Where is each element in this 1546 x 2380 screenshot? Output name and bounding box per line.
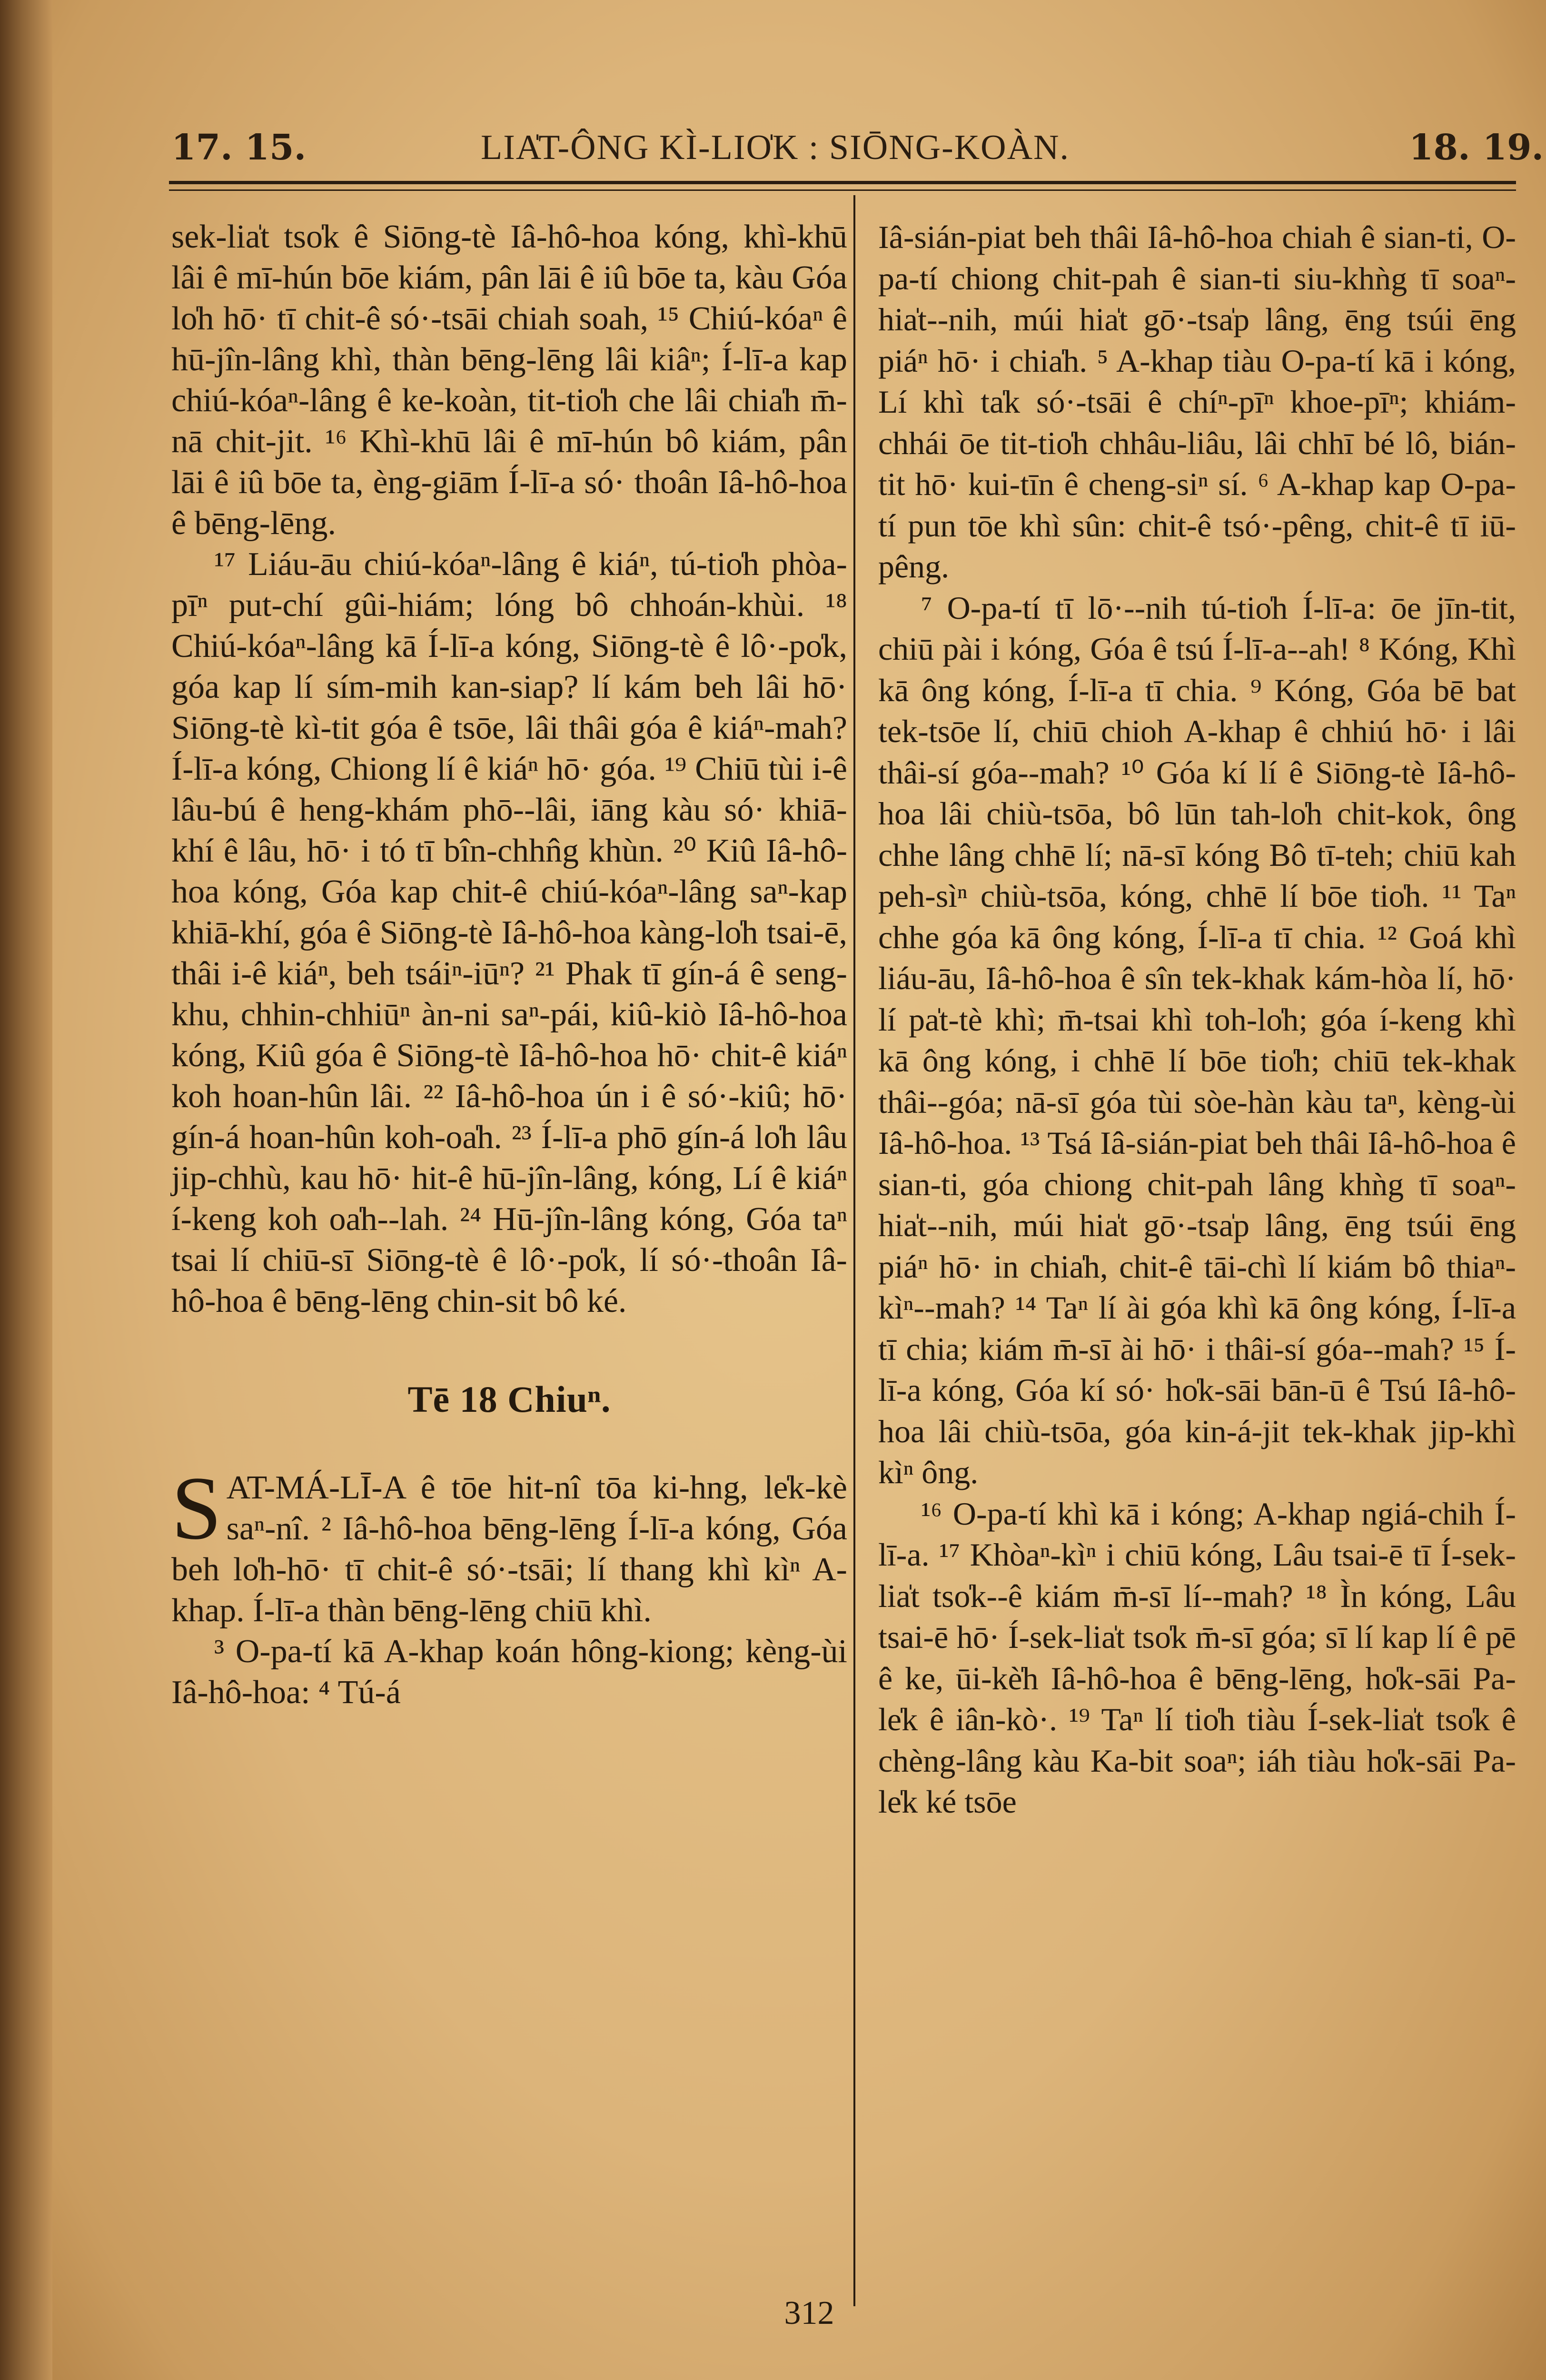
book-spine-shadow: [0, 0, 52, 2380]
header-book-title: LIA̍T-ÔNG KÌ-LIO̍K : SIŌNG-KOÀN.: [481, 128, 1070, 167]
paragraph: sek-lia̍t tso̍k ê Siōng-tè Iâ-hô-hoa kóng, khì-khū lâi ê mī-hún bōe kiám, pân lāi ê iû bōe ta, kàu Góa lo̍h hō· tī chit-ê só·-tsāi chiah soah, ¹⁵ Chiú-kóaⁿ ê hū-jîn-lâng khì, thàn bēng-lēng lâi kiâⁿ; Í-lī-a kap chiú-kóaⁿ-lâng ê ke-koàn, tit-tio̍h che lâi chia̍h m̄-nā chit-jit. ¹⁶ Khì-khū lâi ê mī-hún bô kiám, pân lāi ê iû bōe ta, èng-giām Í-lī-a só· thoân Iâ-hô-hoa ê bēng-lēng.: [171, 218, 847, 542]
header-rule-thick: [169, 181, 1516, 184]
running-header: [0, 109, 1546, 176]
paragraph: ³ O-pa-tí kā A-khap koán hông-kiong; kèng-ùi Iâ-hô-hoa: ⁴ Tú-á: [171, 1633, 847, 1711]
header-verse-range-left: 17. 15.: [171, 127, 307, 168]
chapter-first-paragraph: SAT-MÁ-LĪ-A ê tōe hit-nî tōa ki-hng, le̍k-kè saⁿ-nî. ² Iâ-hô-hoa bēng-lēng Í-lī-a kóng, Góa beh lo̍h-hō· tī chit-ê só·-tsāi; lí thang khì kìⁿ A-khap. Í-lī-a thàn bēng-lēng chiū khì.: [171, 1458, 847, 1629]
paragraph: ¹⁶ O-pa-tí khì kā i kóng; A-khap ngiá-chih Í-lī-a. ¹⁷ Khòaⁿ-kìⁿ i chiū kóng, Lâu tsai-ē tī Í-sek-lia̍t tso̍k--ê kiám m̄-sī lí--mah? ¹⁸ Ìn kóng, Lâu tsai-ē hō· Í-sek-lia̍t tso̍k m̄-sī góa; sī lí kap lí ê pē ê ke, ūi-kè̍h Iâ-hô-hoa ê bēng-lēng, ho̍k-sāi Pa-le̍k ê iân-kò·. ¹⁹ Taⁿ lí tio̍h tiàu Í-sek-lia̍t tso̍k ê chèng-lâng kàu Ka-bit soaⁿ; iáh tiàu ho̍k-sāi Pa-le̍k ké tsōe: [878, 1495, 1516, 1820]
column-divider: [853, 195, 855, 2306]
chapter-heading: Tē 18 Chiuⁿ.: [407, 1378, 611, 1420]
paragraph: Iâ-sián-piat beh thâi Iâ-hô-hoa chiah ê sian-ti, O-pa-tí chiong chit-pah ê sian-ti siu-khǹg tī soaⁿ-hia̍t--nih, múi hia̍t gō·-tsa̍p lâng, ēng tsúi ēng piáⁿ hō· i chia̍h. ⁵ A-khap tiàu O-pa-tí kā i kóng, Lí khì ta̍k só·-tsāi ê chíⁿ-pīⁿ khoe-pīⁿ; khiám-chhái ōe tit-tio̍h chhâu-liâu, lâi chhī bé lô, bián-tit hō· kui-tīn ê cheng-siⁿ sí. ⁶ A-khap kap O-pa-tí pun tōe khì sûn: chit-ê tsó·-pêng, chit-ê tī iū-pêng.: [878, 219, 1516, 585]
left-column: [171, 217, 847, 1713]
paragraph: ¹⁷ Liáu-āu chiú-kóaⁿ-lâng ê kiáⁿ, tú-tio̍h phòa-pīⁿ put-chí gûi-hiám; lóng bô chhoán-khùi. ¹⁸ Chiú-kóaⁿ-lâng kā Í-lī-a kóng, Siōng-tè ê lô·-po̍k, góa kap lí sím-mih kan-siap? lí kám beh lâi hō· Siōng-tè kì-tit góa ê tsōe, lâi thâi góa ê kiáⁿ-mah? Í-lī-a kóng, Chiong lí ê kiáⁿ hō· góa. ¹⁹ Chiū tùi i-ê lâu-bú ê heng-khám phō--lâi, iāng kàu só· khiā-khí ê lâu, hō· i tó tī bîn-chhn̂g khùn. ²⁰ Kiû Iâ-hô-hoa kóng, Góa kap chit-ê chiú-kóaⁿ-lâng saⁿ-kap khiā-khí, góa ê Siōng-tè Iâ-hô-hoa kàng-lo̍h tsai-ē, thâi i-ê kiáⁿ, beh tsáiⁿ-iūⁿ? ²¹ Phak tī gín-á ê seng-khu, chhin-chhiūⁿ àn-ni saⁿ-pái, kiû-kiò Iâ-hô-hoa kóng, Kiû góa ê Siōng-tè Iâ-hô-hoa hō· chit-ê kiáⁿ koh hoan-hûn lâi. ²² Iâ-hô-hoa ún i ê só·-kiû; hō· gín-á hoan-hûn koh-oa̍h. ²³ Í-lī-a phō gín-á lo̍h lâu jip-chhù, kau hō· hit-ê hū-jîn-lâng, kóng, Lí ê kiáⁿ í-keng koh oa̍h--lah. ²⁴ Hū-jîn-lâng kóng, Góa taⁿ tsai lí chiū-sī Siōng-tè ê lô·-po̍k, lí só·-thoân Iâ-hô-hoa ê bēng-lēng chin-sit bô ké.: [171, 546, 847, 1319]
header-verse-range-right: 18. 19.: [1409, 127, 1544, 168]
paragraph: ⁷ O-pa-tí tī lō·--nih tú-tio̍h Í-lī-a: ōe jīn-tit, chiū pài i kóng, Góa ê tsú Í-lī-a--ah! ⁸ Kóng, Khì kā ông kóng, Í-lī-a tī chia. ⁹ Kóng, Góa bē bat tek-tsōe lí, chiū chioh A-khap ê chhiú hō· i lâi thâi-sí góa--mah? ¹⁰ Góa kí lí ê Siōng-tè Iâ-hô-hoa lâi chiù-tsōa, bô lūn tah-lo̍h chit-kok, ông chhe lâng chhē lí; nā-sī kóng Bô tī-teh; chiū kah peh-sìⁿ chiù-tsōa, kóng, chhē lí bōe tio̍h. ¹¹ Taⁿ chhe góa kā ông kóng, Í-lī-a tī chia. ¹² Goá khì liáu-āu, Iâ-hô-hoa ê sîn tek-khak kám-hòa lí, hō· lí pa̍t-tè khì; m̄-tsai khì toh-lo̍h; góa í-keng khì kā ông kóng, i chhē lí bōe tio̍h; chiū tek-khak thâi--góa; nā-sī góa tùi sòe-hàn kàu taⁿ, kèng-ùi Iâ-hô-hoa. ¹³ Tsá Iâ-sián-piat beh thâi Iâ-hô-hoa ê sian-ti, góa chiong chit-pah lâng khǹg tī soaⁿ-hia̍t--nih, múi hia̍t gō·-tsa̍p lâng, ēng tsúi ēng piáⁿ hō· in chia̍h, chit-ê tāi-chì lí kiám bô thiaⁿ-kìⁿ--mah? ¹⁴ Taⁿ lí ài góa khì kā ông kóng, Í-lī-a tī chia; kiám m̄-sī ài hō· i thâi-sí góa--mah? ¹⁵ Í-lī-a kóng, Góa kí só· ho̍k-sāi bān-ū ê Tsú Iâ-hô-hoa lâi chiù-tsōa, góa kin-á-jit tek-khak jip-khì kìⁿ ông.: [878, 589, 1516, 1490]
header-rule-thin: [169, 189, 1516, 191]
page-number: 312: [784, 2295, 834, 2331]
right-column: [878, 217, 1516, 1823]
